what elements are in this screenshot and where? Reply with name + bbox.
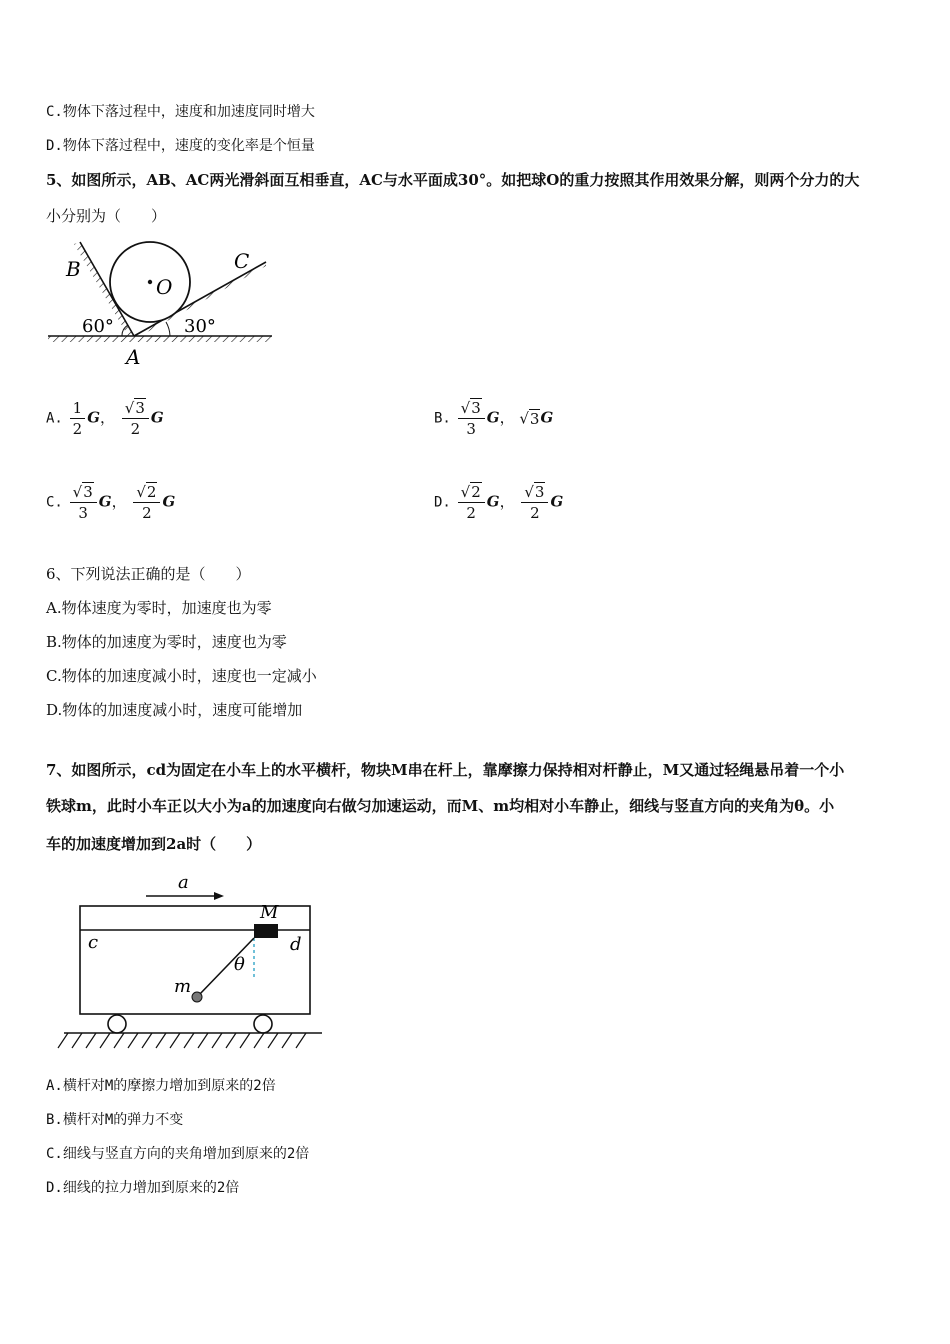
angle-label-60: 60°: [82, 316, 114, 337]
q7-option-a: A.横杆对M的摩擦力增加到原来的2倍: [46, 1078, 276, 1094]
q7-stem-line3: 车的加速度增加到2a时（ ）: [46, 835, 262, 853]
q5-incline-figure: [44, 232, 280, 372]
angle-label-30: 30°: [184, 316, 216, 337]
q7-cart-figure: [56, 868, 328, 1054]
fraction: $\frac{√3}{2}$: [521, 482, 548, 523]
label-a: a: [178, 872, 189, 893]
q5-option-d: D. $\frac{√2}{2}$ G， $\frac{√3}{2}$ G: [434, 483, 564, 522]
q6-option-b: B.物体的加速度为零时，速度也为零: [46, 633, 287, 651]
label-c: c: [88, 932, 99, 953]
label-b: B: [66, 257, 81, 281]
hatch-mark: [72, 1033, 82, 1048]
hatch-mark: [58, 1033, 68, 1048]
hatch-mark: [198, 1033, 208, 1048]
q7-option-c: C.细线与竖直方向的夹角增加到原来的2倍: [46, 1146, 310, 1162]
label-o: O: [156, 275, 173, 299]
hatch-mark: [128, 1033, 138, 1048]
fraction: $\frac{1}{2}$: [70, 398, 86, 439]
fraction: $\frac{√3}{3}$: [458, 398, 485, 439]
label-small-m: m: [174, 976, 192, 997]
ground-hatch: [58, 1033, 306, 1048]
hatch-mark: [100, 1033, 110, 1048]
angle-arc-30: [166, 322, 170, 336]
q5-stem-line1: 5、如图所示，AB、AC两光滑斜面互相垂直，AC与水平面成30°。如把球O的重力按照其作用效果分解，则两个分力的大: [46, 171, 860, 189]
q5-stem-line2: 小分别为（ ）: [46, 207, 167, 225]
fraction: $\frac{√3}{3}$: [70, 482, 97, 523]
q4-option-d: D.物体下落过程中，速度的变化率是个恒量: [46, 138, 315, 154]
hatch-mark: [254, 1033, 264, 1048]
q7-option-b: B.横杆对M的弹力不变: [46, 1112, 184, 1128]
label-theta: θ: [234, 954, 245, 975]
hatch-mark: [156, 1033, 166, 1048]
wheel-right: [254, 1015, 272, 1033]
hatch-mark: [226, 1033, 236, 1048]
hatch-mark: [86, 1033, 96, 1048]
option-label: D.: [434, 494, 451, 511]
q5-option-c: C. $\frac{√3}{3}$ G， $\frac{√2}{2}$ G: [46, 483, 176, 522]
q6-stem: 6、下列说法正确的是（ ）: [46, 565, 251, 583]
hatch-mark: [170, 1033, 180, 1048]
option-label: B.: [434, 410, 451, 427]
hatch-mark: [212, 1033, 222, 1048]
label-c: C: [234, 249, 250, 273]
q6-option-c: C.物体的加速度减小时，速度也一定减小: [46, 667, 317, 685]
option-label: A.: [46, 410, 63, 427]
sqrt: √3: [519, 409, 540, 428]
fraction: $\frac{√3}{2}$: [122, 398, 149, 439]
label-a: A: [126, 345, 141, 369]
hatch-mark: [142, 1033, 152, 1048]
q7-stem-line1: 7、如图所示，cd为固定在小车上的水平横杆，物块M串在杆上，靠摩擦力保持相对杆静止，M又通过轻绳悬吊着一个小: [46, 761, 845, 779]
hatch-mark: [114, 1033, 124, 1048]
q5-option-b: B. $\frac{√3}{3}$ G， √3G: [434, 399, 554, 438]
fraction: $\frac{√2}{2}$: [458, 482, 485, 523]
q6-option-a: A.物体速度为零时，加速度也为零: [46, 599, 272, 617]
q4-option-c: C.物体下落过程中，速度和加速度同时增大: [46, 104, 315, 120]
label-big-m: M: [260, 902, 279, 923]
option-label: C.: [46, 494, 63, 511]
q6-option-d: D.物体的加速度减小时，速度可能增加: [46, 701, 303, 719]
fraction: $\frac{√2}{2}$: [133, 482, 160, 523]
ball-center-dot: [148, 280, 152, 284]
ball-small-m: [192, 992, 202, 1002]
wheel-left: [108, 1015, 126, 1033]
hatch-mark: [268, 1033, 278, 1048]
q5-option-a: A. $\frac{1}{2}$ G， $\frac{√3}{2}$ G: [46, 399, 164, 438]
q7-stem-line2: 铁球m，此时小车正以大小为a的加速度向右做匀加速运动，而M、m均相对小车静止，细线与竖直方向的夹角为θ。小: [46, 797, 835, 815]
label-d: d: [290, 934, 302, 955]
hatch-mark: [282, 1033, 292, 1048]
arrow-head: [214, 892, 224, 900]
block-m: [254, 924, 278, 938]
hatch-mark: [296, 1033, 306, 1048]
hatch-mark: [240, 1033, 250, 1048]
q7-option-d: D.细线的拉力增加到原来的2倍: [46, 1180, 240, 1196]
hatch-mark: [184, 1033, 194, 1048]
